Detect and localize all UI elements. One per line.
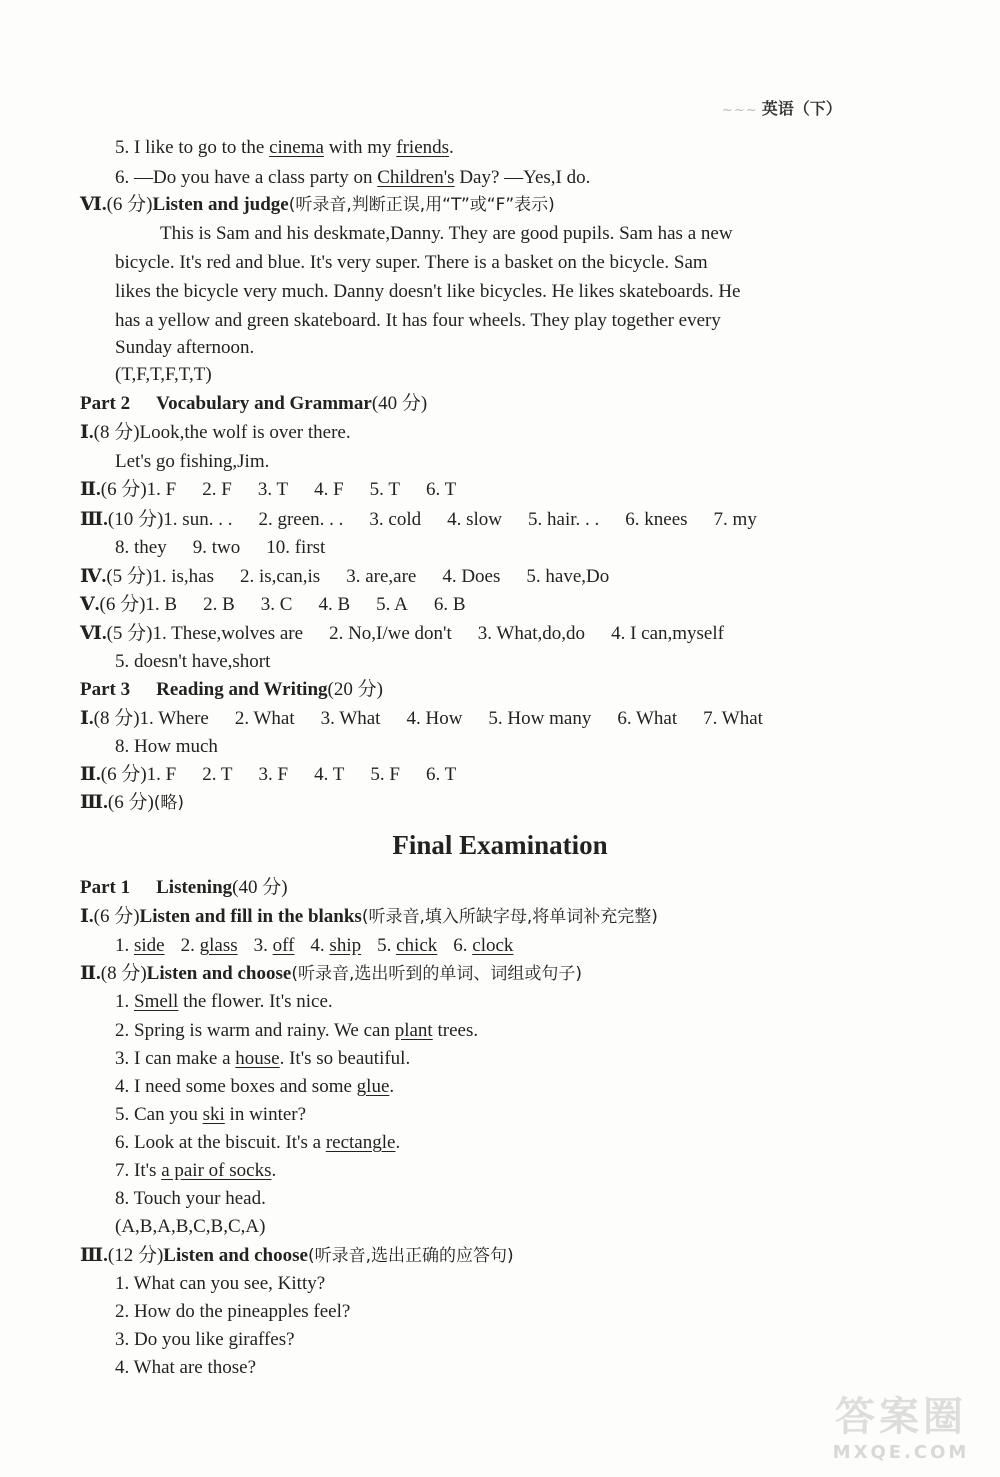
list-item: 2. How do the pineapples feel? <box>115 1301 351 1322</box>
p2-section-i: Ⅰ.(8 分)Look,the wolf is over there. <box>80 422 351 443</box>
list-item: 1. Smell the flower. It's nice. <box>115 991 333 1012</box>
page-header <box>722 96 842 119</box>
part-3-heading: Part 3 Reading and Writing(20 分) <box>80 679 383 700</box>
section-vi-heading: Ⅵ.(6 分)Listen and judge(听录音,判断正误,用“T”或“F”表示) <box>80 194 555 215</box>
final-part-1-heading: Part 1 Listening(40 分) <box>80 877 288 898</box>
final-section-i-heading: Ⅰ.(6 分)Listen and fill in the blanks(听录音,填入所缺字母,将单词补充完整) <box>80 906 658 927</box>
header-decoration: ~~~ <box>722 103 758 118</box>
answer-key: (A,B,A,B,C,B,C,A) <box>115 1216 266 1237</box>
list-item: 3. Do you like giraffes? <box>115 1329 295 1350</box>
line-6: 6. —Do you have a class party on Children's Day? —Yes,I do. <box>115 167 591 188</box>
p3-section-i-line2: 8. How much <box>115 736 218 757</box>
list-item: 7. It's a pair of socks. <box>115 1160 277 1181</box>
p2-section-iv: Ⅳ.(5 分)1. is,has 2. is,can,is 3. are,are 4. Does 5. have,Do <box>80 566 610 587</box>
passage-line: has a yellow and green skateboard. It has four wheels. They play together every <box>115 310 721 331</box>
p2-section-vi: Ⅵ.(5 分)1. These,wolves are 2. No,I/we don't 3. What,do,do 4. I can,myself <box>80 623 724 644</box>
p2-section-ii: Ⅱ.(6 分)1. F 2. F 3. T 4. F 5. T 6. T <box>80 479 457 500</box>
final-exam-title: Final Examination <box>392 830 608 860</box>
p2-section-v: Ⅴ.(6 分)1. B 2. B 3. C 4. B 5. A 6. B <box>80 594 466 615</box>
line-5: 5. I like to go to the cinema with my friends. <box>115 137 454 158</box>
list-item: 2. Spring is warm and rainy. We can plant trees. <box>115 1020 479 1041</box>
list-item: 4. What are those? <box>115 1357 257 1378</box>
passage-line: This is Sam and his deskmate,Danny. They are good pupils. Sam has a new <box>160 223 733 244</box>
passage-line: likes the bicycle very much. Danny doesn't like bicycles. He likes skateboards. He <box>115 281 741 302</box>
answer-key: (T,F,T,F,T,T) <box>115 364 212 385</box>
final-section-iii-heading: Ⅲ.(12 分)Listen and choose(听录音,选出正确的应答句) <box>80 1245 514 1266</box>
list-item: 8. Touch your head. <box>115 1188 266 1209</box>
list-item: 4. I need some boxes and some glue. <box>115 1076 395 1097</box>
header-subject: 英语（下） <box>761 99 842 118</box>
p3-section-i: Ⅰ.(8 分)1. Where 2. What 3. What 4. How 5. How many 6. What 7. What <box>80 708 763 729</box>
p3-section-ii: Ⅱ.(6 分)1. F 2. T 3. F 4. T 5. F 6. T <box>80 764 457 785</box>
passage-line: bicycle. It's red and blue. It's very super. There is a basket on the bicycle. Sam <box>115 252 708 273</box>
passage-line: Sunday afternoon. <box>115 337 255 358</box>
watermark-logo: 答案圈 MXQE.COM <box>832 1394 970 1463</box>
p2-section-iii-line2: 8. they 9. two 10. first <box>115 537 326 558</box>
part-2-heading: Part 2 Vocabulary and Grammar(40 分) <box>80 393 428 414</box>
list-item: 5. Can you ski in winter? <box>115 1104 307 1125</box>
list-item: 6. Look at the biscuit. It's a rectangle. <box>115 1132 401 1153</box>
p2-section-i-line2: Let's go fishing,Jim. <box>115 451 270 472</box>
list-item: 1. What can you see, Kitty? <box>115 1273 326 1294</box>
final-section-i-answers: 1. side 2. glass 3. off 4. ship 5. chick 6. clock <box>115 935 514 956</box>
p3-section-iii: Ⅲ.(6 分)(略) <box>80 792 185 813</box>
p2-section-vi-line2: 5. doesn't have,short <box>115 651 271 672</box>
list-item: 3. I can make a house. It's so beautiful. <box>115 1048 411 1069</box>
final-section-ii-heading: Ⅱ.(8 分)Listen and choose(听录音,选出听到的单词、词组或句子) <box>80 963 582 984</box>
p2-section-iii: Ⅲ.(10 分)1. sun. . . 2. green. . . 3. cold 4. slow 5. hair. . . 6. knees 7. my <box>80 509 757 530</box>
